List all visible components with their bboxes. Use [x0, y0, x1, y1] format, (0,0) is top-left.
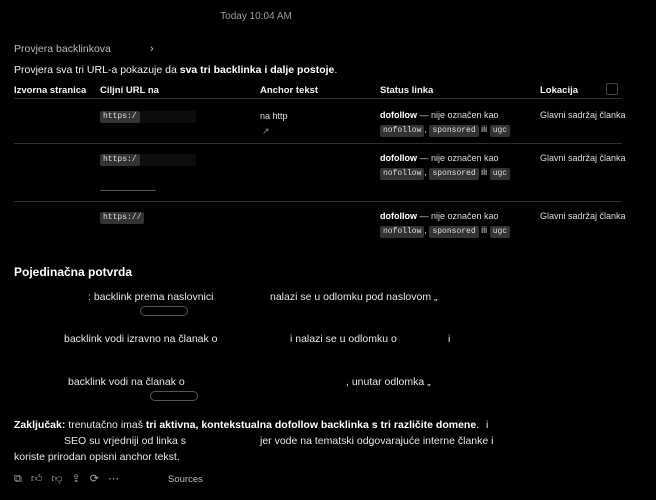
tag-nofollow: nofollow: [380, 226, 424, 238]
url-code: https:/: [100, 154, 140, 166]
card-title[interactable]: Provjera backlinkova: [14, 43, 111, 55]
copy-table-icon[interactable]: [606, 83, 618, 95]
section-title: Pojedinačna potvrda: [14, 265, 133, 279]
tag-nofollow: nofollow: [380, 168, 424, 180]
col-header-status: Status linka: [380, 85, 434, 96]
tag-sponsored: sponsored: [429, 125, 478, 137]
confirmation-para-2: backlink vodi izravno na članak o: [64, 333, 218, 345]
col-header-target-url: Ciljni URL na: [100, 85, 159, 96]
tag-ugc: ugc: [490, 125, 510, 137]
col-header-location: Lokacija: [540, 85, 579, 96]
sep: ,: [424, 167, 427, 177]
confirmation-para-2c: i: [448, 333, 451, 345]
conclusion-line-2b: jer vode na tematski odgovarajuće interne članke i: [260, 435, 494, 447]
copy-icon[interactable]: ⧉: [14, 473, 22, 485]
sep: ,: [424, 225, 427, 235]
url-underline: [100, 190, 156, 191]
sep: ili: [481, 167, 488, 177]
citation-pill[interactable]: [150, 391, 198, 402]
thumbs-up-icon[interactable]: 👍︎: [30, 473, 43, 485]
url-code: https://: [100, 212, 144, 224]
table-row-1-location: Glavni sadržaj članka: [540, 110, 626, 120]
conclusion-text: trenutačno imaš: [65, 419, 146, 431]
anchor-text: na http: [260, 111, 288, 121]
status-text: — nije označen kao: [417, 110, 499, 120]
confirmation-para-3b: , unutar odlomka „: [346, 376, 431, 388]
message-timestamp: Today 10:04 AM: [220, 11, 292, 22]
col-header-source: Izvorna stranica: [14, 85, 87, 96]
status-bold: dofollow: [380, 153, 417, 163]
table-row-3-url[interactable]: [100, 211, 144, 224]
status-text: — nije označen kao: [417, 153, 499, 163]
tag-ugc: ugc: [490, 168, 510, 180]
confirmation-para-2b: i nalazi se u odlomku o: [290, 333, 397, 345]
col-header-anchor: Anchor tekst: [260, 85, 319, 96]
status-bold: dofollow: [380, 110, 417, 120]
conclusion-line-3: koriste prirodan opisni anchor tekst.: [14, 451, 180, 463]
intro-text-bold: sva tri backlinka i dalje postoje: [179, 64, 335, 76]
thumbs-down-icon[interactable]: 👎︎: [51, 473, 63, 485]
message-actions: [14, 472, 128, 486]
conclusion-bold: tri aktivna, kontekstualna dofollow backlinka s tri različite domene: [145, 419, 477, 431]
conclusion-line-1: [14, 417, 634, 433]
conclusion-line-2a: SEO su vrjedniji od linka s: [64, 435, 186, 447]
conclusion-text: .: [476, 419, 480, 431]
table-row-1-status: [380, 108, 510, 137]
table-row-2-status: [380, 151, 510, 180]
tag-ugc: ugc: [490, 226, 510, 238]
status-bold: dofollow: [380, 211, 417, 221]
chevron-right-icon[interactable]: ›: [150, 43, 154, 55]
intro-text-end: .: [334, 64, 338, 76]
more-icon[interactable]: ⋯: [107, 473, 119, 485]
tag-nofollow: nofollow: [380, 125, 424, 137]
tag-sponsored: sponsored: [429, 226, 478, 238]
table-row-1-url[interactable]: [100, 110, 196, 123]
table-row-2-url[interactable]: [100, 153, 196, 166]
sources-button[interactable]: Sources: [168, 474, 203, 485]
share-icon[interactable]: ⇪: [71, 473, 81, 485]
intro-text: [14, 64, 337, 76]
conclusion-i: i: [486, 419, 489, 431]
table-row-2-location: Glavni sadržaj članka: [540, 153, 626, 163]
para-text: : backlink prema naslovnici: [88, 291, 214, 303]
confirmation-para-3: backlink vodi na članak o: [68, 376, 185, 388]
external-link-icon[interactable]: ↗: [262, 126, 270, 136]
sep: ili: [481, 124, 488, 134]
table-row-divider: [14, 143, 622, 144]
conclusion-label: Zaključak:: [14, 419, 66, 431]
table-row-3-location: Glavni sadržaj članka: [540, 211, 626, 221]
citation-pill[interactable]: [140, 306, 188, 317]
table-row-divider: [14, 201, 622, 202]
regenerate-icon[interactable]: ⟳: [89, 473, 99, 485]
sep: ,: [424, 124, 427, 134]
confirmation-para-1b: nalazi se u odlomku pod naslovom „: [270, 291, 438, 303]
table-divider: [14, 98, 622, 99]
url-code: https:/: [100, 111, 140, 123]
intro-text-start: Provjera sva tri URL-a pokazuje da: [14, 64, 180, 76]
sep: ili: [481, 225, 488, 235]
tag-sponsored: sponsored: [429, 168, 478, 180]
table-row-1-anchor[interactable]: [260, 111, 288, 121]
status-text: — nije označen kao: [417, 211, 499, 221]
confirmation-para-1: [88, 289, 213, 305]
table-row-3-status: [380, 209, 510, 238]
